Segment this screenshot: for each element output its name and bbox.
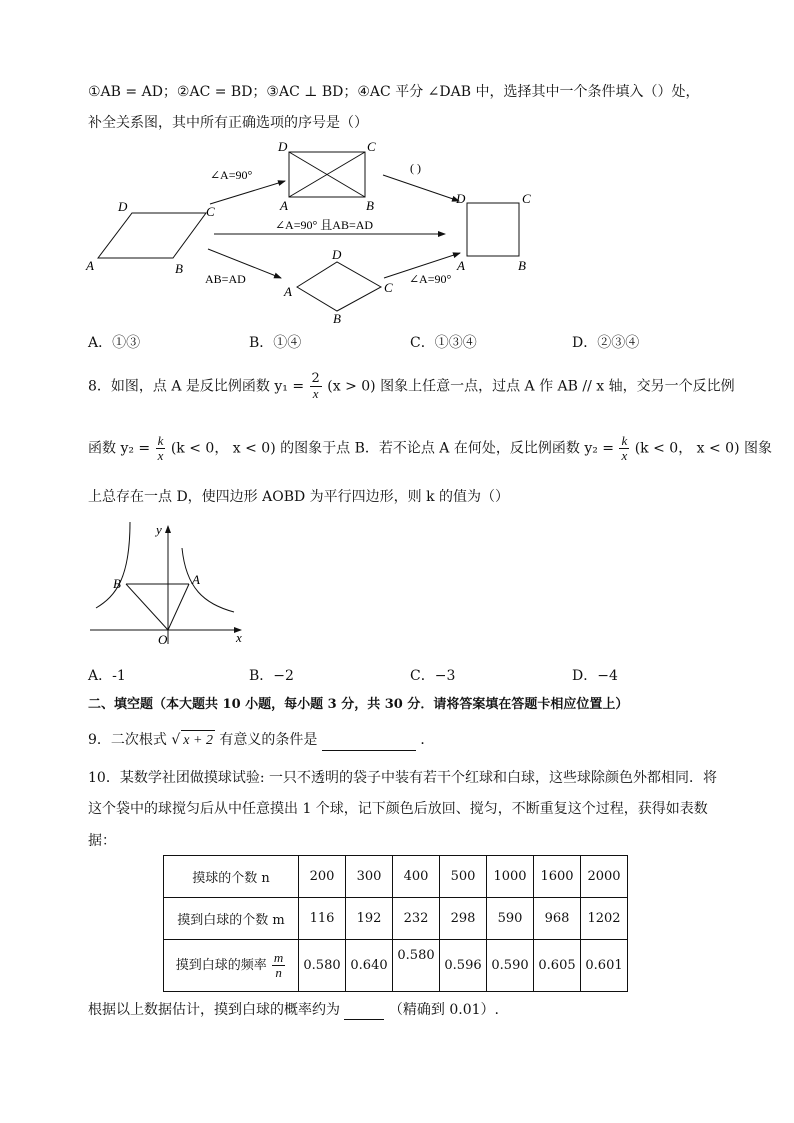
table-header-m: 摸到白球的个数 m: [164, 898, 299, 940]
q8-graph: [86, 518, 256, 648]
rectangle-label-A: A: [280, 198, 288, 213]
q7-relationship-diagram: [0, 0, 794, 340]
q8-point-label-b: B: [113, 576, 121, 591]
q8-fraction-y2-second-denominator: x: [621, 448, 628, 463]
q8-fraction-y2-numerator: k: [157, 433, 164, 448]
q10-line3: 据：: [88, 833, 116, 849]
sqrt-symbol: √: [171, 732, 181, 748]
table-cell: 500: [440, 856, 487, 898]
q8-axis-label-y: y: [156, 522, 162, 537]
q8-curve-y1: [182, 548, 234, 612]
q10-line2: 这个袋中的球搅匀后从中任意摸出 1 个球，记下颜色后放回、搅匀，不断重复这个过程，获得如表数: [88, 801, 708, 817]
parallelogram-label-C: C: [206, 204, 215, 219]
q9-text-a: 9．二次根式: [88, 732, 167, 748]
table-cell: 300: [346, 856, 393, 898]
q7-option-b[interactable]: B．①④: [249, 335, 302, 351]
q8-axis-label-x: x: [236, 630, 242, 645]
q7-option-d[interactable]: D．②③④: [572, 335, 640, 351]
q8-option-a[interactable]: A．-1: [88, 668, 126, 684]
table-cell: 200: [299, 856, 346, 898]
q10-footer-text-b: （精确到 0.01）.: [388, 1002, 499, 1018]
q9-answer-blank[interactable]: [322, 734, 416, 751]
rhombus-label-B: B: [333, 311, 341, 326]
arrow-middle-label: ∠A=90° 且AB=AD: [275, 218, 374, 232]
q8-curve-y2: [96, 522, 130, 608]
table-cell: 0.640: [346, 940, 393, 992]
q7-stem-line1: ①AB = AD；②AC = BD；③AC ⊥ BD；④AC 平分 ∠DAB 中，选择其中一个条件填入（）处，: [88, 84, 700, 100]
q7-stem-line2: 补全关系图，其中所有正确选项的序号是（）: [88, 115, 368, 131]
arrow-rectangle-to-square-label: ( ): [410, 161, 421, 175]
table-cell: 116: [299, 898, 346, 940]
square-label-D: D: [456, 191, 466, 206]
table-cell: 590: [487, 898, 534, 940]
parallelogram-label-A: A: [86, 258, 94, 273]
table-header-frequency: [164, 940, 299, 992]
arrow-rectangle-to-square: [383, 175, 459, 201]
table-cell: 400: [393, 856, 440, 898]
q7-option-c[interactable]: C．①③④: [410, 335, 477, 351]
q8-line2-part-c: (k < 0， x < 0) 图象: [634, 440, 772, 457]
table-cell: 0.580: [393, 940, 440, 992]
table-cell: 968: [534, 898, 581, 940]
parallelogram-label-B: B: [175, 261, 183, 276]
table-cell: 0.601: [581, 940, 628, 992]
q10-footer: [88, 1000, 499, 1020]
q8-option-d[interactable]: D．−4: [572, 668, 618, 684]
q8-fraction-y2-second: [619, 434, 629, 463]
q8-segment-ao: [168, 584, 189, 630]
q8-option-c[interactable]: C．−3: [410, 668, 456, 684]
q10-data-table: [163, 855, 628, 992]
frequency-header-text: 摸到白球的频率: [175, 958, 267, 973]
table-cell: 0.596: [440, 940, 487, 992]
q8-line2-part-b: (k < 0， x < 0) 的图象于点 B．若不论点 A 在何处，反比例函数 y₂ =: [170, 440, 615, 457]
table-cell: 192: [346, 898, 393, 940]
rectangle-label-D: D: [278, 139, 288, 154]
square-label-B: B: [518, 258, 526, 273]
arrow-parallelogram-to-rectangle: [210, 181, 285, 204]
q8-option-b[interactable]: B．−2: [249, 668, 294, 684]
square-shape: [467, 203, 519, 256]
rhombus-shape: [297, 262, 381, 311]
table-row: [164, 856, 628, 898]
q8-stem-line2: [88, 434, 772, 463]
q8-line1-part-b: (x > 0) 图象上任意一点，过点 A 作 AB // x 轴，交另一个反比例: [327, 378, 735, 395]
table-cell: 0.580: [299, 940, 346, 992]
arrow-rhombus-to-square-label: ∠A=90°: [409, 272, 452, 286]
table-cell: 1202: [581, 898, 628, 940]
table-cell: 232: [393, 898, 440, 940]
q9-text-b: 有意义的条件是: [219, 732, 318, 748]
q8-segment-bo: [126, 584, 168, 630]
q8-fraction-y1: [310, 372, 322, 401]
rectangle-label-B: B: [366, 198, 374, 213]
parallelogram-shape: [98, 213, 206, 258]
table-cell: 0.590: [487, 940, 534, 992]
rectangle-label-C: C: [367, 139, 376, 154]
frequency-fraction: [272, 951, 285, 980]
q7-option-a[interactable]: A．①③: [88, 335, 141, 351]
q8-stem-line3: 上总存在一点 D，使四边形 AOBD 为平行四边形，则 k 的值为（）: [88, 489, 510, 505]
table-cell: 2000: [581, 856, 628, 898]
q8-line1-part-a: 8．如图，点 A 是反比例函数 y₁ =: [88, 378, 305, 395]
q9-text-end: ．: [420, 732, 435, 748]
q10-line1: 10．某数学社团做摸球试验: 一只不透明的袋子中装有若干个红球和白球，这些球除颜色外都相同．将: [88, 770, 717, 786]
rhombus-label-A: A: [284, 284, 292, 299]
q8-point-label-a: A: [192, 572, 200, 587]
table-cell: 0.605: [534, 940, 581, 992]
arrow-top-label: ∠A=90°: [210, 168, 253, 182]
table-cell: 1600: [534, 856, 581, 898]
arrow-bottom-label: AB=AD: [205, 272, 246, 286]
q8-fraction-y2-second-numerator: k: [621, 433, 628, 448]
rhombus-label-D: D: [332, 247, 342, 262]
q9-radicand: x + 2: [181, 730, 215, 751]
table-row: [164, 940, 628, 992]
table-header-n: 摸球的个数 n: [164, 856, 299, 898]
q8-fraction-y2-denominator: x: [157, 448, 164, 463]
square-label-A: A: [457, 258, 465, 273]
frequency-fraction-numerator: m: [273, 950, 284, 965]
q8-line2-part-a: 函数 y₂ =: [88, 440, 151, 457]
q9-stem: [88, 730, 434, 751]
table-cell: 298: [440, 898, 487, 940]
table-cell: 1000: [487, 856, 534, 898]
q10-answer-blank[interactable]: [344, 1003, 384, 1020]
square-label-C: C: [522, 191, 531, 206]
rhombus-label-C: C: [384, 280, 393, 295]
frequency-fraction-denominator: n: [275, 965, 282, 980]
table-row: [164, 898, 628, 940]
q8-fraction-y1-numerator: 2: [311, 371, 320, 386]
q8-origin-label: O: [158, 632, 168, 647]
q10-footer-text-a: 根据以上数据估计，摸到白球的概率约为: [88, 1002, 340, 1018]
q8-fraction-y2: [156, 434, 166, 463]
parallelogram-label-D: D: [118, 199, 128, 214]
q8-fraction-y1-denominator: x: [312, 386, 319, 401]
section2-title: 二、填空题（本大题共 10 小题，每小题 3 分，共 30 分．请将答案填在答题卡相应位置上）: [88, 697, 629, 712]
q8-stem-line1: [88, 372, 735, 401]
